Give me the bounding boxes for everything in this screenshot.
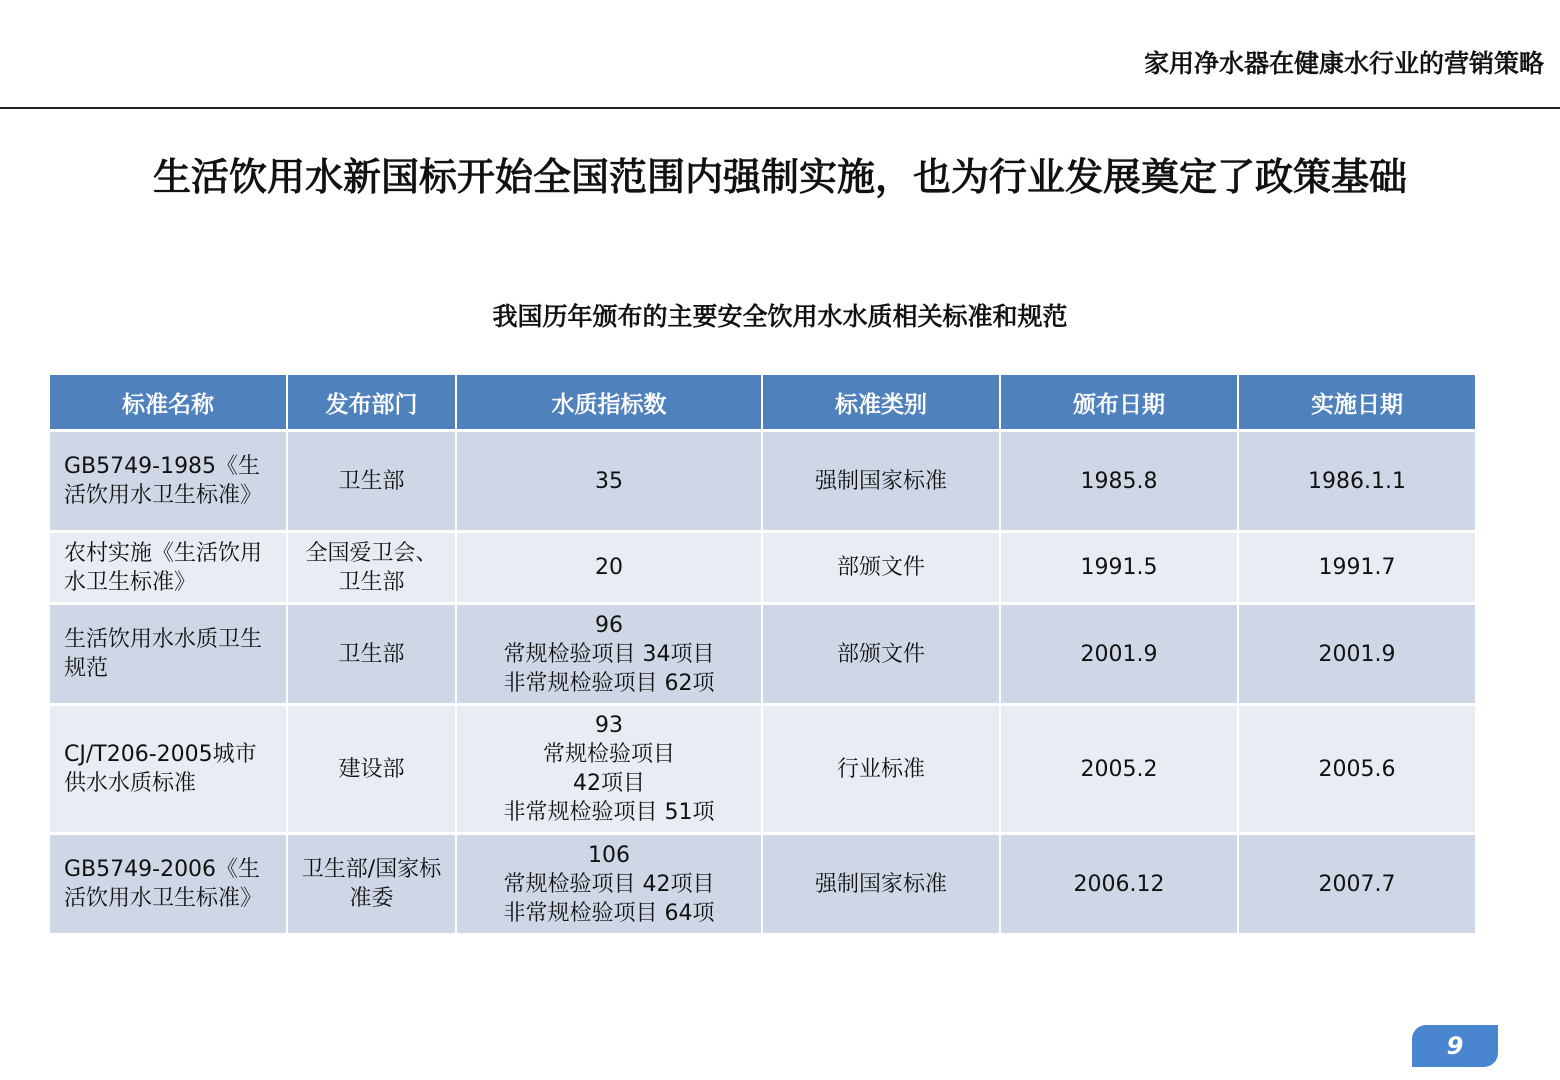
table-cell: 建设部 — [288, 706, 455, 832]
table-cell: 96 常规检验项目 34项目 非常规检验项目 62项 — [457, 605, 761, 703]
table-row — [50, 533, 1475, 602]
table-cell: 部颁文件 — [763, 605, 999, 703]
table-cell: 1986.1.1 — [1239, 432, 1475, 530]
table-cell: 卫生部/国家标准委 — [288, 835, 455, 933]
table-cell: 2005.2 — [1001, 706, 1237, 832]
table-cell: 卫生部 — [288, 432, 455, 530]
table-header-row — [50, 375, 1475, 429]
column-header: 实施日期 — [1239, 375, 1475, 429]
column-header: 水质指标数 — [457, 375, 761, 429]
table-cell: GB5749-1985《生活饮用水卫生标准》 — [50, 432, 286, 530]
table-row — [50, 432, 1475, 530]
table-row — [50, 835, 1475, 933]
table-cell: 农村实施《生活饮用水卫生标准》 — [50, 533, 286, 602]
table-row — [50, 706, 1475, 832]
document-title: 家用净水器在健康水行业的营销策略 — [1143, 49, 1544, 78]
table-cell: 1985.8 — [1001, 432, 1237, 530]
table-cell: 强制国家标准 — [763, 835, 999, 933]
table-cell: 2007.7 — [1239, 835, 1475, 933]
table-cell: 35 — [457, 432, 761, 530]
table-cell: CJ/T206-2005城市供水水质标准 — [50, 706, 286, 832]
table-cell: 2006.12 — [1001, 835, 1237, 933]
page-number-badge: 9 — [1412, 1025, 1498, 1067]
column-header: 发布部门 — [288, 375, 455, 429]
table-cell: 强制国家标准 — [763, 432, 999, 530]
table-cell: 93 常规检验项目 42项目 非常规检验项目 51项 — [457, 706, 761, 832]
table-row — [50, 605, 1475, 703]
table-cell: 生活饮用水水质卫生规范 — [50, 605, 286, 703]
table-cell: 部颁文件 — [763, 533, 999, 602]
header-divider — [0, 107, 1560, 109]
table-cell: 行业标准 — [763, 706, 999, 832]
table-cell: 106 常规检验项目 42项目 非常规检验项目 64项 — [457, 835, 761, 933]
table-title: 我国历年颁布的主要安全饮用水水质相关标准和规范 — [492, 302, 1068, 331]
column-header: 标准名称 — [50, 375, 286, 429]
table-cell: 1991.5 — [1001, 533, 1237, 602]
table-cell: 20 — [457, 533, 761, 602]
column-header: 颁布日期 — [1001, 375, 1237, 429]
table-cell: 全国爱卫会、卫生部 — [288, 533, 455, 602]
table-cell: 2005.6 — [1239, 706, 1475, 832]
slide-headline: 生活饮用水新国标开始全国范围内强制实施，也为行业发展奠定了政策基础 — [152, 155, 1407, 199]
table-cell: 卫生部 — [288, 605, 455, 703]
standards-table — [48, 372, 1477, 936]
table-cell: GB5749-2006《生活饮用水卫生标准》 — [50, 835, 286, 933]
table-cell: 2001.9 — [1001, 605, 1237, 703]
table-cell: 1991.7 — [1239, 533, 1475, 602]
column-header: 标准类别 — [763, 375, 999, 429]
table-cell: 2001.9 — [1239, 605, 1475, 703]
